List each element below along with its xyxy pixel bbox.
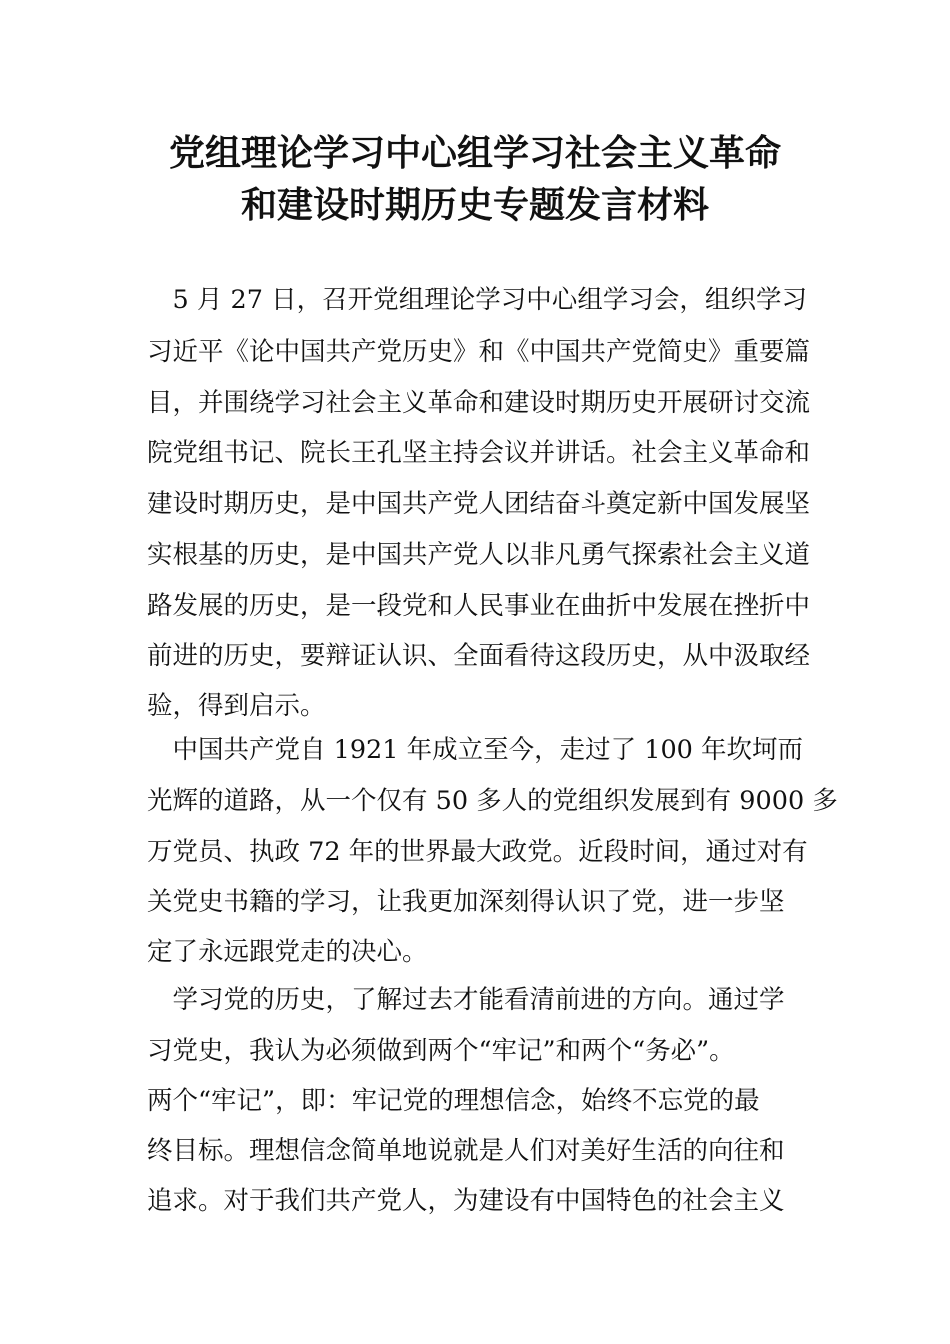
paragraph-line: 光辉的道路，从一个仅有 50 多人的党组织发展到有 9000 多 — [147, 786, 838, 816]
paragraph-line: 学习党的历史，了解过去才能看清前进的方向。通过学 — [147, 985, 785, 1015]
paragraph-line: 终目标。理想信念简单地说就是人们对美好生活的向往和 — [147, 1136, 785, 1166]
paragraph-line: 追求。对于我们共产党人，为建设有中国特色的社会主义 — [147, 1186, 785, 1216]
paragraph-line: 两个“牢记”，即：牢记党的理想信念，始终不忘党的最 — [147, 1086, 760, 1116]
paragraph-line: 5 月 27 日，召开党组理论学习中心组学习会，组织学习 — [147, 285, 807, 315]
paragraph-line: 万党员、执政 72 年的世界最大政党。近段时间，通过对有 — [147, 837, 808, 867]
document-title-line-2: 和建设时期历史专题发言材料 — [240, 185, 709, 226]
paragraph-line: 路发展的历史，是一段党和人民事业在曲折中发展在挫折中 — [147, 591, 811, 621]
paragraph-line: 前进的历史，要辩证认识、全面看待这段历史，从中汲取经 — [147, 641, 811, 671]
paragraph-line: 建设时期历史，是中国共产党人团结奋斗奠定新中国发展坚 — [147, 489, 811, 519]
paragraph-line: 定了永远跟党走的决心。 — [147, 937, 428, 967]
paragraph-line: 实根基的历史，是中国共产党人以非凡勇气探索社会主义道 — [147, 540, 811, 570]
paragraph-line: 验，得到启示。 — [147, 691, 326, 721]
paragraph-line: 关党史书籍的学习，让我更加深刻得认识了党，进一步坚 — [147, 887, 785, 917]
document-title-line-1: 党组理论学习中心组学习社会主义革命 — [168, 133, 781, 174]
paragraph-line: 目，并围绕学习社会主义革命和建设时期历史开展研讨交流 — [147, 388, 811, 418]
paragraph-line: 习近平《论中国共产党历史》和《中国共产党简史》重要篇 — [147, 337, 811, 367]
paragraph-line: 习党史，我认为必须做到两个“牢记”和两个“务必”。 — [147, 1036, 735, 1066]
paragraph-line: 院党组书记、院长王孔坚主持会议并讲话。社会主义革命和 — [147, 438, 811, 468]
paragraph-line: 中国共产党自 1921 年成立至今，走过了 100 年坎坷而 — [147, 735, 803, 765]
